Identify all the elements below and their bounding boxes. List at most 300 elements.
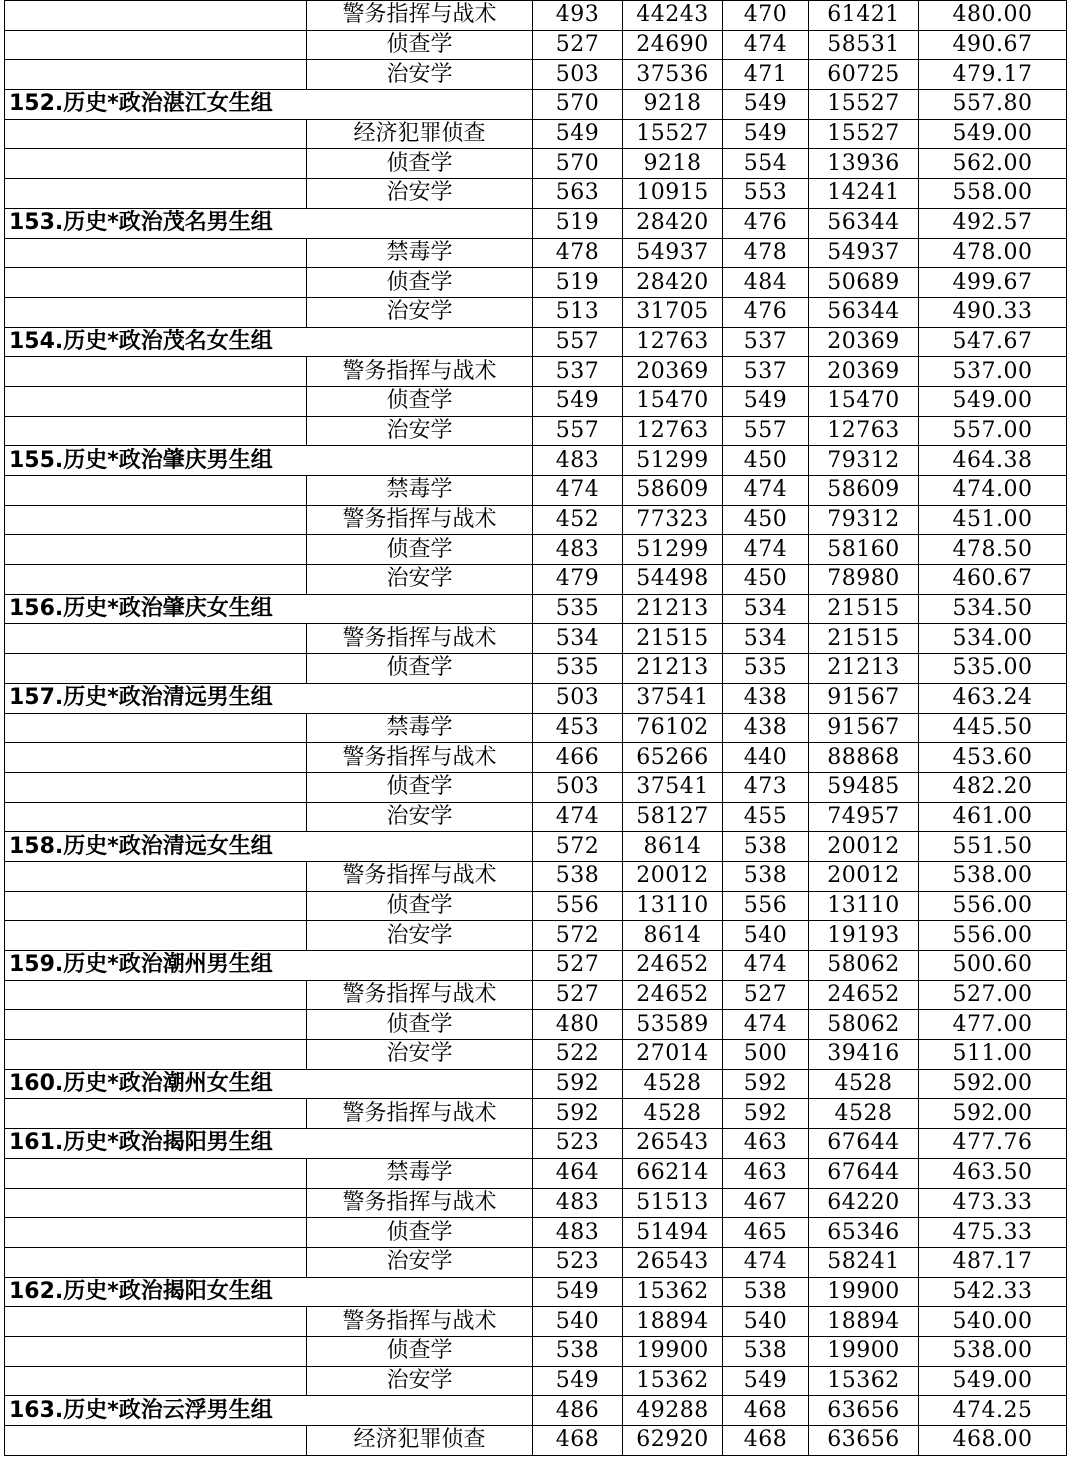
avg-score-cell: 592.00 xyxy=(919,1099,1067,1129)
group-name-cell xyxy=(5,476,307,506)
max-score-cell: 486 xyxy=(533,1396,623,1426)
group-name-cell xyxy=(5,119,307,149)
group-name-cell xyxy=(5,772,307,802)
major-name-cell: 治安学 xyxy=(307,802,533,832)
major-row xyxy=(5,535,1067,565)
max-score-cell: 483 xyxy=(533,535,623,565)
major-name-cell xyxy=(307,683,533,713)
max-rank-cell: 76102 xyxy=(623,713,723,743)
major-name-cell: 治安学 xyxy=(307,1247,533,1277)
major-row xyxy=(5,386,1067,416)
min-rank-cell: 21213 xyxy=(809,654,919,684)
max-score-cell: 563 xyxy=(533,179,623,209)
major-row xyxy=(5,1158,1067,1188)
min-score-cell: 554 xyxy=(723,149,809,179)
avg-score-cell: 492.57 xyxy=(919,208,1067,238)
max-score-cell: 483 xyxy=(533,1218,623,1248)
max-score-cell: 557 xyxy=(533,327,623,357)
avg-score-cell: 468.00 xyxy=(919,1426,1067,1456)
max-rank-cell: 77323 xyxy=(623,505,723,535)
score-table xyxy=(4,0,1067,1456)
major-row xyxy=(5,713,1067,743)
major-name-cell: 侦查学 xyxy=(307,386,533,416)
group-name-cell xyxy=(5,1307,307,1337)
min-score-cell: 478 xyxy=(723,238,809,268)
max-rank-cell: 12763 xyxy=(623,327,723,357)
major-name-cell: 侦查学 xyxy=(307,772,533,802)
min-rank-cell: 79312 xyxy=(809,446,919,476)
major-name-cell: 侦查学 xyxy=(307,268,533,298)
min-rank-cell: 56344 xyxy=(809,208,919,238)
major-name-cell: 经济犯罪侦查 xyxy=(307,1426,533,1456)
min-score-cell: 592 xyxy=(723,1069,809,1099)
max-rank-cell: 20012 xyxy=(623,861,723,891)
max-rank-cell: 24652 xyxy=(623,951,723,981)
major-name-cell: 侦查学 xyxy=(307,1336,533,1366)
min-rank-cell: 60725 xyxy=(809,60,919,90)
avg-score-cell: 490.67 xyxy=(919,30,1067,60)
min-rank-cell: 88868 xyxy=(809,743,919,773)
min-score-cell: 468 xyxy=(723,1396,809,1426)
max-score-cell: 538 xyxy=(533,861,623,891)
major-name-cell: 警务指挥与战术 xyxy=(307,505,533,535)
min-rank-cell: 56344 xyxy=(809,297,919,327)
group-name-cell xyxy=(5,1,307,31)
major-row xyxy=(5,1188,1067,1218)
max-score-cell: 479 xyxy=(533,565,623,595)
max-score-cell: 549 xyxy=(533,1366,623,1396)
max-score-cell: 570 xyxy=(533,149,623,179)
major-name-cell: 警务指挥与战术 xyxy=(307,1188,533,1218)
min-rank-cell: 39416 xyxy=(809,1040,919,1070)
major-name-cell xyxy=(307,208,533,238)
avg-score-cell: 482.20 xyxy=(919,772,1067,802)
avg-score-cell: 534.00 xyxy=(919,624,1067,654)
min-rank-cell: 12763 xyxy=(809,416,919,446)
major-row xyxy=(5,1366,1067,1396)
group-name-cell xyxy=(5,1218,307,1248)
max-rank-cell: 54937 xyxy=(623,238,723,268)
max-rank-cell: 51494 xyxy=(623,1218,723,1248)
max-score-cell: 483 xyxy=(533,1188,623,1218)
min-rank-cell: 13110 xyxy=(809,891,919,921)
max-score-cell: 538 xyxy=(533,1336,623,1366)
group-row xyxy=(5,683,1067,713)
major-row xyxy=(5,565,1067,595)
max-rank-cell: 37541 xyxy=(623,772,723,802)
min-score-cell: 468 xyxy=(723,1426,809,1456)
max-rank-cell: 21213 xyxy=(623,594,723,624)
avg-score-cell: 549.00 xyxy=(919,1366,1067,1396)
major-row xyxy=(5,772,1067,802)
max-score-cell: 513 xyxy=(533,297,623,327)
max-score-cell: 523 xyxy=(533,1247,623,1277)
avg-score-cell: 540.00 xyxy=(919,1307,1067,1337)
major-row xyxy=(5,268,1067,298)
major-row xyxy=(5,802,1067,832)
group-name-cell xyxy=(5,891,307,921)
group-row xyxy=(5,1277,1067,1307)
major-row xyxy=(5,30,1067,60)
min-score-cell: 474 xyxy=(723,476,809,506)
max-rank-cell: 15470 xyxy=(623,386,723,416)
major-row xyxy=(5,980,1067,1010)
min-score-cell: 470 xyxy=(723,1,809,31)
min-score-cell: 540 xyxy=(723,1307,809,1337)
min-score-cell: 538 xyxy=(723,1336,809,1366)
min-rank-cell: 58609 xyxy=(809,476,919,506)
major-name-cell xyxy=(307,327,533,357)
min-rank-cell: 74957 xyxy=(809,802,919,832)
avg-score-cell: 535.00 xyxy=(919,654,1067,684)
max-rank-cell: 62920 xyxy=(623,1426,723,1456)
max-score-cell: 453 xyxy=(533,713,623,743)
min-score-cell: 556 xyxy=(723,891,809,921)
max-score-cell: 549 xyxy=(533,119,623,149)
min-rank-cell: 64220 xyxy=(809,1188,919,1218)
group-row xyxy=(5,832,1067,862)
min-score-cell: 474 xyxy=(723,1010,809,1040)
min-rank-cell: 21515 xyxy=(809,624,919,654)
group-name-cell xyxy=(5,743,307,773)
max-score-cell: 464 xyxy=(533,1158,623,1188)
max-rank-cell: 21515 xyxy=(623,624,723,654)
min-score-cell: 474 xyxy=(723,30,809,60)
min-rank-cell: 15527 xyxy=(809,90,919,120)
min-rank-cell: 15362 xyxy=(809,1366,919,1396)
group-name-cell: 163.历史*政治云浮男生组 xyxy=(5,1396,307,1426)
group-name-cell xyxy=(5,980,307,1010)
major-name-cell: 警务指挥与战术 xyxy=(307,743,533,773)
max-rank-cell: 4528 xyxy=(623,1069,723,1099)
avg-score-cell: 562.00 xyxy=(919,149,1067,179)
max-rank-cell: 8614 xyxy=(623,832,723,862)
max-rank-cell: 28420 xyxy=(623,268,723,298)
min-score-cell: 450 xyxy=(723,446,809,476)
avg-score-cell: 453.60 xyxy=(919,743,1067,773)
group-name-cell xyxy=(5,921,307,951)
max-rank-cell: 20369 xyxy=(623,357,723,387)
major-name-cell: 治安学 xyxy=(307,416,533,446)
major-row xyxy=(5,357,1067,387)
group-name-cell xyxy=(5,416,307,446)
min-rank-cell: 65346 xyxy=(809,1218,919,1248)
avg-score-cell: 460.67 xyxy=(919,565,1067,595)
max-rank-cell: 15362 xyxy=(623,1277,723,1307)
max-rank-cell: 51299 xyxy=(623,535,723,565)
group-name-cell xyxy=(5,179,307,209)
min-rank-cell: 67644 xyxy=(809,1129,919,1159)
major-row xyxy=(5,1336,1067,1366)
avg-score-cell: 557.00 xyxy=(919,416,1067,446)
group-row xyxy=(5,327,1067,357)
group-row xyxy=(5,594,1067,624)
major-row xyxy=(5,297,1067,327)
major-name-cell xyxy=(307,1129,533,1159)
avg-score-cell: 445.50 xyxy=(919,713,1067,743)
major-name-cell: 治安学 xyxy=(307,1040,533,1070)
min-rank-cell: 58241 xyxy=(809,1247,919,1277)
avg-score-cell: 474.25 xyxy=(919,1396,1067,1426)
group-name-cell xyxy=(5,624,307,654)
min-score-cell: 537 xyxy=(723,357,809,387)
avg-score-cell: 478.00 xyxy=(919,238,1067,268)
major-name-cell xyxy=(307,90,533,120)
avg-score-cell: 487.17 xyxy=(919,1247,1067,1277)
max-score-cell: 556 xyxy=(533,891,623,921)
group-name-cell xyxy=(5,505,307,535)
max-score-cell: 549 xyxy=(533,386,623,416)
major-name-cell: 警务指挥与战术 xyxy=(307,861,533,891)
avg-score-cell: 538.00 xyxy=(919,861,1067,891)
major-name-cell: 治安学 xyxy=(307,565,533,595)
group-name-cell: 162.历史*政治揭阳女生组 xyxy=(5,1277,307,1307)
major-row xyxy=(5,654,1067,684)
max-rank-cell: 12763 xyxy=(623,416,723,446)
min-score-cell: 553 xyxy=(723,179,809,209)
major-name-cell: 治安学 xyxy=(307,179,533,209)
major-name-cell xyxy=(307,832,533,862)
group-name-cell xyxy=(5,1099,307,1129)
min-rank-cell: 61421 xyxy=(809,1,919,31)
major-row xyxy=(5,1247,1067,1277)
min-score-cell: 467 xyxy=(723,1188,809,1218)
major-name-cell xyxy=(307,951,533,981)
max-score-cell: 592 xyxy=(533,1069,623,1099)
group-name-cell xyxy=(5,535,307,565)
major-name-cell xyxy=(307,446,533,476)
max-score-cell: 474 xyxy=(533,802,623,832)
major-name-cell: 侦查学 xyxy=(307,1218,533,1248)
group-name-cell xyxy=(5,60,307,90)
major-name-cell: 侦查学 xyxy=(307,30,533,60)
avg-score-cell: 477.00 xyxy=(919,1010,1067,1040)
min-score-cell: 549 xyxy=(723,119,809,149)
major-name-cell xyxy=(307,1396,533,1426)
group-name-cell: 160.历史*政治潮州女生组 xyxy=(5,1069,307,1099)
max-rank-cell: 15362 xyxy=(623,1366,723,1396)
group-name-cell xyxy=(5,713,307,743)
max-rank-cell: 51299 xyxy=(623,446,723,476)
avg-score-cell: 451.00 xyxy=(919,505,1067,535)
major-name-cell: 禁毒学 xyxy=(307,238,533,268)
max-rank-cell: 26543 xyxy=(623,1129,723,1159)
max-score-cell: 480 xyxy=(533,1010,623,1040)
major-row xyxy=(5,1218,1067,1248)
avg-score-cell: 527.00 xyxy=(919,980,1067,1010)
max-rank-cell: 24652 xyxy=(623,980,723,1010)
avg-score-cell: 499.67 xyxy=(919,268,1067,298)
max-score-cell: 549 xyxy=(533,1277,623,1307)
group-name-cell: 157.历史*政治清远男生组 xyxy=(5,683,307,713)
max-score-cell: 572 xyxy=(533,921,623,951)
max-rank-cell: 31705 xyxy=(623,297,723,327)
group-name-cell xyxy=(5,297,307,327)
min-score-cell: 500 xyxy=(723,1040,809,1070)
major-row xyxy=(5,179,1067,209)
min-score-cell: 474 xyxy=(723,535,809,565)
group-name-cell xyxy=(5,1158,307,1188)
major-row xyxy=(5,624,1067,654)
avg-score-cell: 547.67 xyxy=(919,327,1067,357)
min-rank-cell: 20369 xyxy=(809,327,919,357)
group-name-cell xyxy=(5,1426,307,1456)
min-score-cell: 540 xyxy=(723,921,809,951)
min-score-cell: 549 xyxy=(723,386,809,416)
avg-score-cell: 475.33 xyxy=(919,1218,1067,1248)
max-score-cell: 535 xyxy=(533,654,623,684)
min-rank-cell: 58062 xyxy=(809,1010,919,1040)
max-rank-cell: 18894 xyxy=(623,1307,723,1337)
max-score-cell: 493 xyxy=(533,1,623,31)
min-rank-cell: 54937 xyxy=(809,238,919,268)
max-rank-cell: 24690 xyxy=(623,30,723,60)
avg-score-cell: 490.33 xyxy=(919,297,1067,327)
max-rank-cell: 21213 xyxy=(623,654,723,684)
max-score-cell: 452 xyxy=(533,505,623,535)
min-rank-cell: 4528 xyxy=(809,1099,919,1129)
max-rank-cell: 66214 xyxy=(623,1158,723,1188)
avg-score-cell: 500.60 xyxy=(919,951,1067,981)
max-rank-cell: 37541 xyxy=(623,683,723,713)
max-rank-cell: 26543 xyxy=(623,1247,723,1277)
avg-score-cell: 549.00 xyxy=(919,386,1067,416)
major-name-cell xyxy=(307,1069,533,1099)
avg-score-cell: 511.00 xyxy=(919,1040,1067,1070)
major-name-cell: 治安学 xyxy=(307,1366,533,1396)
avg-score-cell: 556.00 xyxy=(919,921,1067,951)
major-name-cell: 侦查学 xyxy=(307,654,533,684)
max-score-cell: 522 xyxy=(533,1040,623,1070)
major-name-cell: 治安学 xyxy=(307,60,533,90)
max-rank-cell: 58127 xyxy=(623,802,723,832)
min-score-cell: 537 xyxy=(723,327,809,357)
avg-score-cell: 556.00 xyxy=(919,891,1067,921)
group-name-cell xyxy=(5,1366,307,1396)
min-score-cell: 438 xyxy=(723,683,809,713)
group-name-cell xyxy=(5,1188,307,1218)
max-score-cell: 527 xyxy=(533,980,623,1010)
max-score-cell: 592 xyxy=(533,1099,623,1129)
max-score-cell: 468 xyxy=(533,1426,623,1456)
min-score-cell: 450 xyxy=(723,505,809,535)
min-rank-cell: 91567 xyxy=(809,713,919,743)
max-score-cell: 523 xyxy=(533,1129,623,1159)
avg-score-cell: 537.00 xyxy=(919,357,1067,387)
avg-score-cell: 461.00 xyxy=(919,802,1067,832)
major-row xyxy=(5,1426,1067,1456)
major-name-cell: 治安学 xyxy=(307,297,533,327)
max-score-cell: 540 xyxy=(533,1307,623,1337)
max-rank-cell: 13110 xyxy=(623,891,723,921)
min-score-cell: 463 xyxy=(723,1129,809,1159)
avg-score-cell: 477.76 xyxy=(919,1129,1067,1159)
max-rank-cell: 19900 xyxy=(623,1336,723,1366)
group-row xyxy=(5,90,1067,120)
max-rank-cell: 58609 xyxy=(623,476,723,506)
min-rank-cell: 58062 xyxy=(809,951,919,981)
avg-score-cell: 480.00 xyxy=(919,1,1067,31)
max-score-cell: 572 xyxy=(533,832,623,862)
min-rank-cell: 58160 xyxy=(809,535,919,565)
group-name-cell xyxy=(5,268,307,298)
min-score-cell: 465 xyxy=(723,1218,809,1248)
max-rank-cell: 27014 xyxy=(623,1040,723,1070)
min-rank-cell: 20369 xyxy=(809,357,919,387)
max-rank-cell: 53589 xyxy=(623,1010,723,1040)
min-score-cell: 534 xyxy=(723,594,809,624)
major-row xyxy=(5,476,1067,506)
max-score-cell: 535 xyxy=(533,594,623,624)
avg-score-cell: 538.00 xyxy=(919,1336,1067,1366)
max-score-cell: 483 xyxy=(533,446,623,476)
major-name-cell xyxy=(307,594,533,624)
min-rank-cell: 4528 xyxy=(809,1069,919,1099)
min-rank-cell: 59485 xyxy=(809,772,919,802)
group-name-cell: 153.历史*政治茂名男生组 xyxy=(5,208,307,238)
major-name-cell: 警务指挥与战术 xyxy=(307,980,533,1010)
group-name-cell xyxy=(5,1040,307,1070)
min-score-cell: 534 xyxy=(723,624,809,654)
min-score-cell: 535 xyxy=(723,654,809,684)
group-row xyxy=(5,951,1067,981)
min-rank-cell: 19193 xyxy=(809,921,919,951)
major-name-cell: 警务指挥与战术 xyxy=(307,1099,533,1129)
avg-score-cell: 478.50 xyxy=(919,535,1067,565)
min-score-cell: 438 xyxy=(723,713,809,743)
avg-score-cell: 534.50 xyxy=(919,594,1067,624)
group-name-cell xyxy=(5,654,307,684)
major-row xyxy=(5,1099,1067,1129)
max-rank-cell: 49288 xyxy=(623,1396,723,1426)
major-name-cell xyxy=(307,1277,533,1307)
major-row xyxy=(5,1,1067,31)
avg-score-cell: 474.00 xyxy=(919,476,1067,506)
max-score-cell: 503 xyxy=(533,60,623,90)
group-name-cell xyxy=(5,565,307,595)
max-rank-cell: 65266 xyxy=(623,743,723,773)
min-score-cell: 538 xyxy=(723,1277,809,1307)
group-name-cell xyxy=(5,802,307,832)
avg-score-cell: 473.33 xyxy=(919,1188,1067,1218)
major-name-cell: 侦查学 xyxy=(307,1010,533,1040)
major-row xyxy=(5,60,1067,90)
avg-score-cell: 463.50 xyxy=(919,1158,1067,1188)
avg-score-cell: 551.50 xyxy=(919,832,1067,862)
max-score-cell: 519 xyxy=(533,268,623,298)
group-name-cell: 154.历史*政治茂名女生组 xyxy=(5,327,307,357)
min-rank-cell: 13936 xyxy=(809,149,919,179)
min-score-cell: 450 xyxy=(723,565,809,595)
min-rank-cell: 63656 xyxy=(809,1396,919,1426)
max-score-cell: 534 xyxy=(533,624,623,654)
major-row xyxy=(5,119,1067,149)
group-name-cell: 155.历史*政治肇庆男生组 xyxy=(5,446,307,476)
avg-score-cell: 558.00 xyxy=(919,179,1067,209)
group-row xyxy=(5,1069,1067,1099)
major-name-cell: 侦查学 xyxy=(307,535,533,565)
max-score-cell: 478 xyxy=(533,238,623,268)
group-name-cell: 158.历史*政治清远女生组 xyxy=(5,832,307,862)
min-rank-cell: 21515 xyxy=(809,594,919,624)
min-rank-cell: 58531 xyxy=(809,30,919,60)
major-name-cell: 警务指挥与战术 xyxy=(307,624,533,654)
group-name-cell xyxy=(5,238,307,268)
max-score-cell: 537 xyxy=(533,357,623,387)
max-score-cell: 527 xyxy=(533,30,623,60)
group-row xyxy=(5,446,1067,476)
min-rank-cell: 24652 xyxy=(809,980,919,1010)
